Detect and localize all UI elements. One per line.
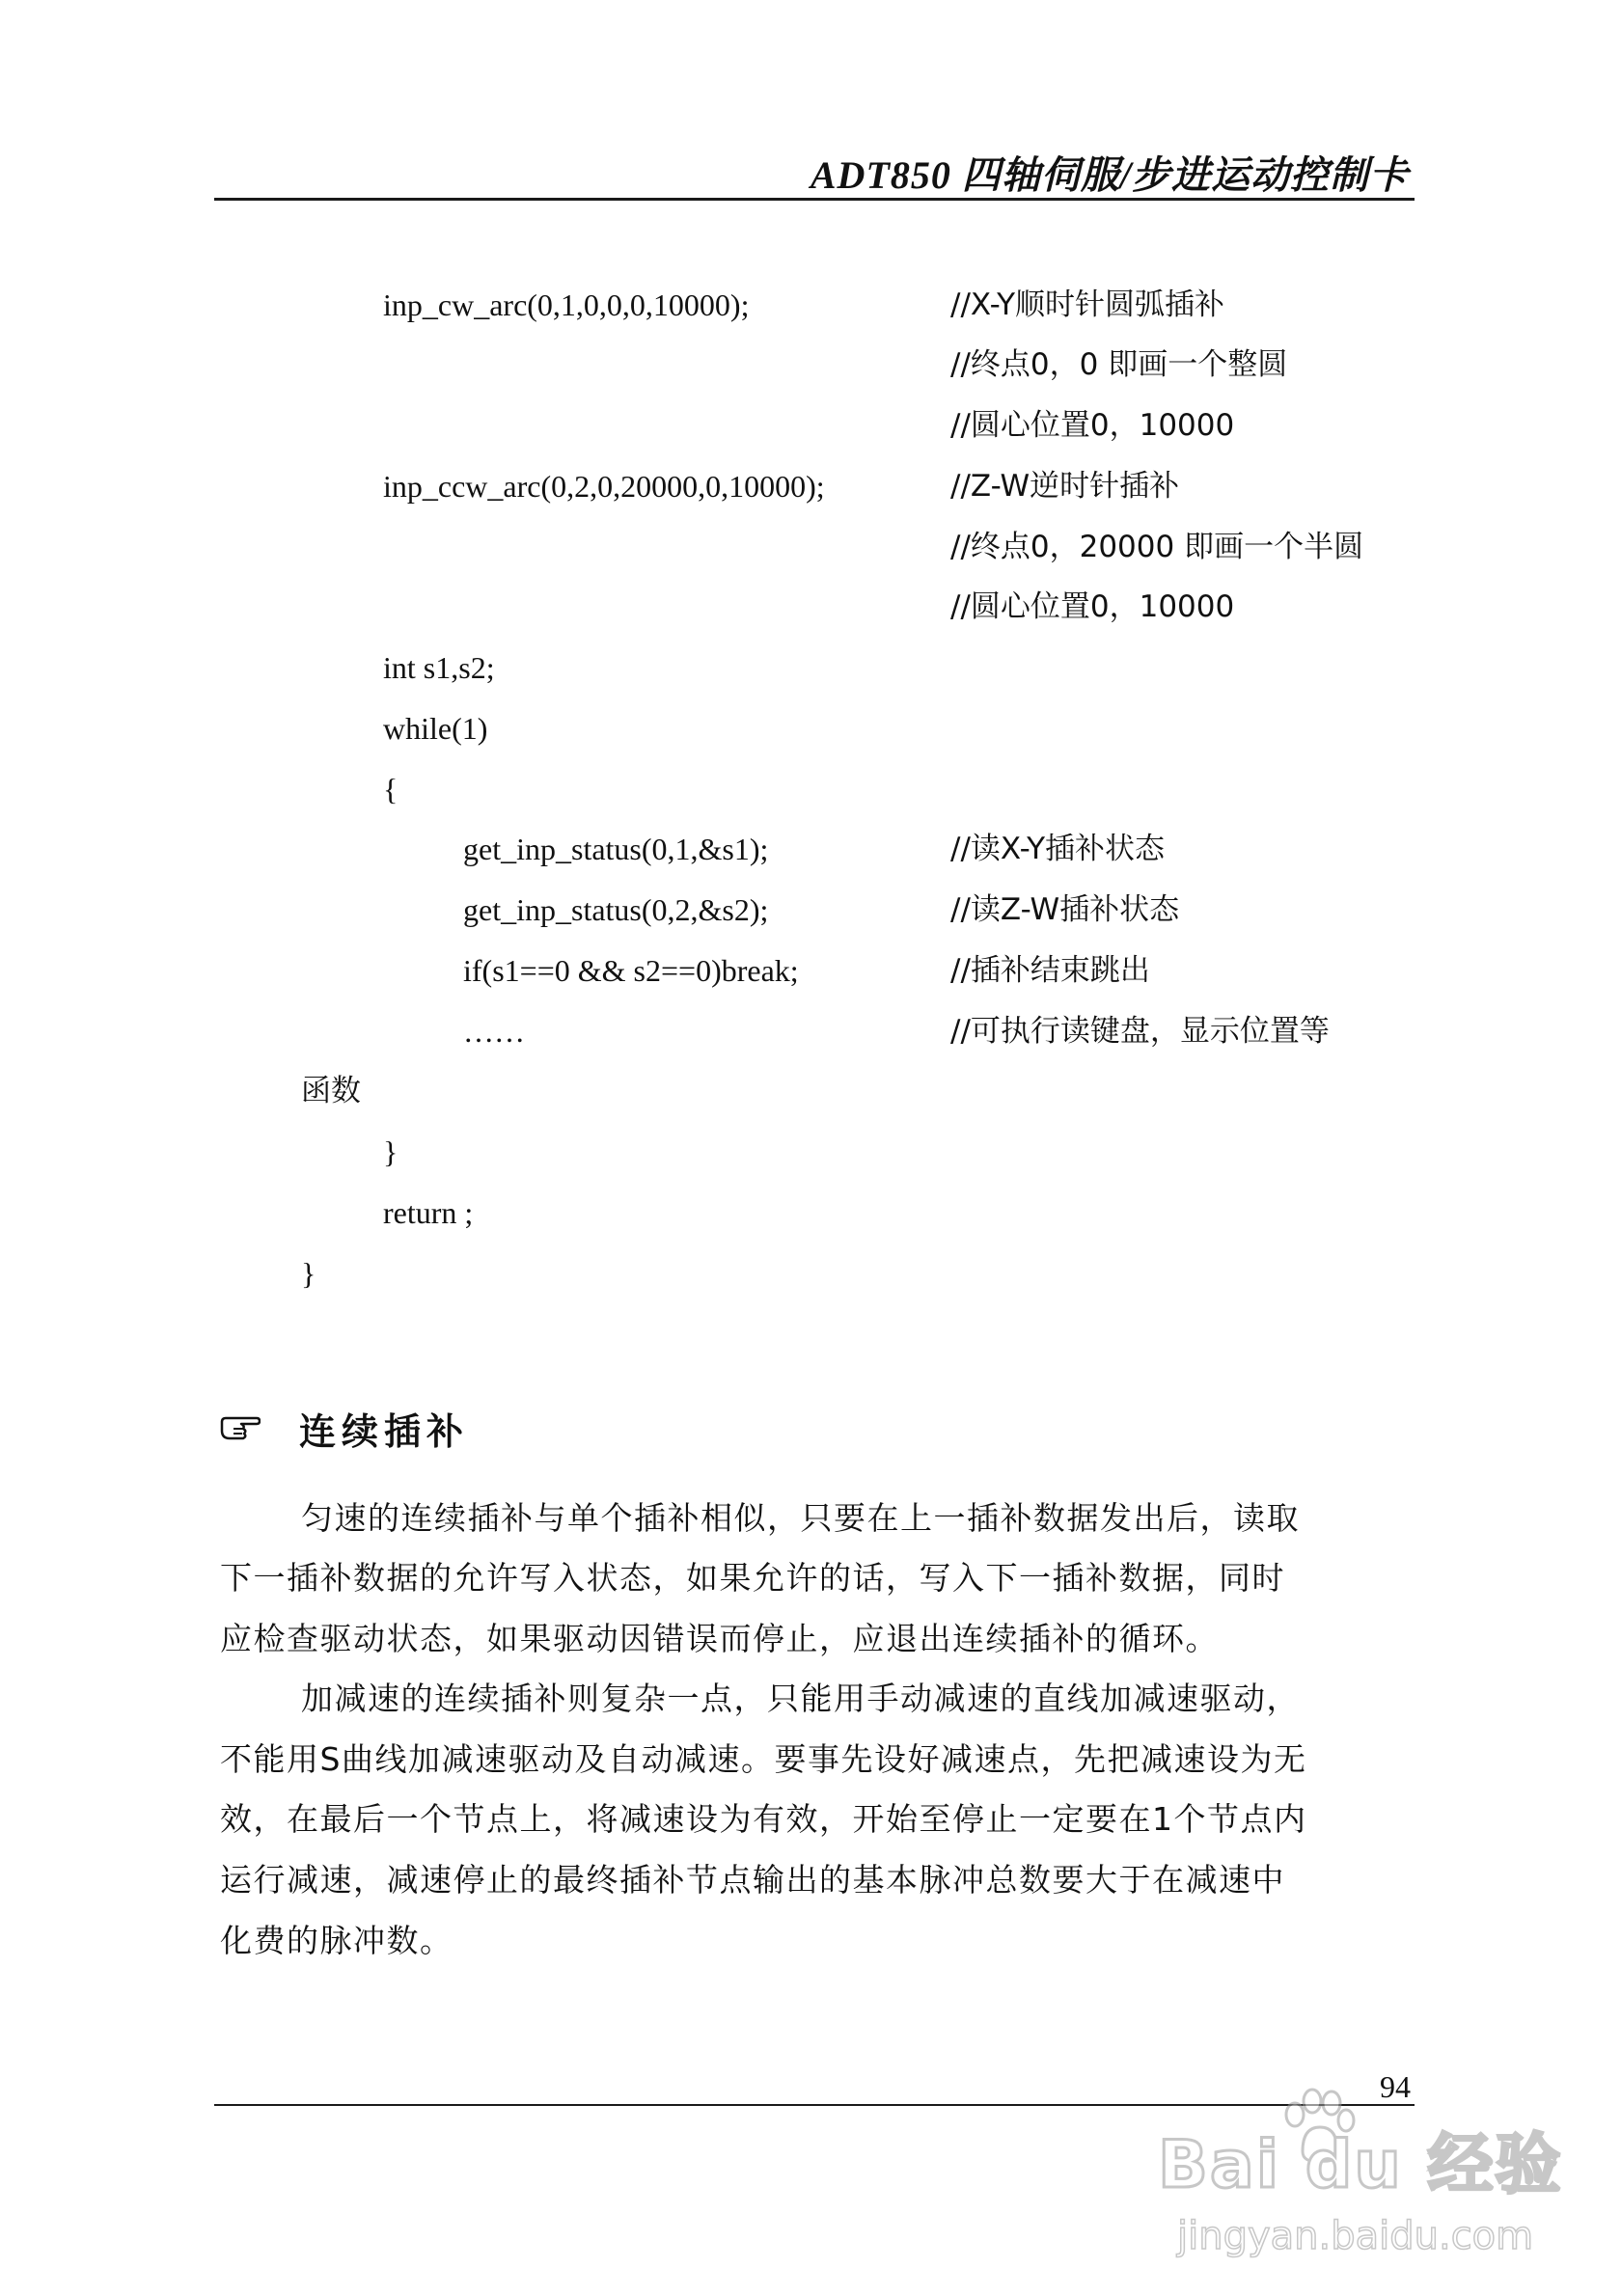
pointing-hand-icon bbox=[220, 1414, 261, 1441]
code-line: inp_cw_arc(0,1,0,0,0,10000); bbox=[383, 287, 750, 322]
code-comment: //圆心位置0，10000 bbox=[950, 589, 1235, 624]
paragraph-line: 加减速的连续插补则复杂一点，只能用手动减速的直线加减速驱动， bbox=[301, 1680, 1300, 1717]
paragraph-line: 运行减速，减速停止的最终插补节点输出的基本脉冲总数要大于在减速中 bbox=[220, 1861, 1285, 1899]
code-line: …… bbox=[463, 1014, 525, 1049]
code-line: } bbox=[301, 1256, 316, 1291]
code-line: get_inp_status(0,2,&s2); bbox=[463, 892, 769, 927]
code-comment: //可执行读键盘，显示位置等 bbox=[950, 1014, 1330, 1049]
code-line: return ; bbox=[383, 1195, 474, 1230]
header-title: ADT850 四轴伺服/步进运动控制卡 bbox=[810, 153, 1409, 197]
code-line: inp_ccw_arc(0,2,0,20000,0,10000); bbox=[383, 469, 825, 504]
code-comment: //读X-Y插补状态 bbox=[950, 832, 1166, 866]
code-line: 函数 bbox=[301, 1074, 361, 1108]
code-comment: //终点0，20000 即画一个半圆 bbox=[950, 530, 1364, 564]
baidu-watermark bbox=[1148, 2084, 1563, 2277]
page-number: 94 bbox=[1380, 2069, 1411, 2104]
code-line: { bbox=[383, 772, 398, 806]
code-comment: //Z-W逆时针插补 bbox=[950, 469, 1180, 504]
paragraph-line: 下一插补数据的允许写入状态，如果允许的话，写入下一插补数据，同时 bbox=[220, 1559, 1285, 1597]
section-heading-text: 连续插补 bbox=[299, 1409, 470, 1453]
paragraph-line: 匀速的连续插补与单个插补相似，只要在上一插补数据发出后，读取 bbox=[301, 1499, 1300, 1537]
section-heading bbox=[220, 1404, 469, 1452]
code-comment: //圆心位置0，10000 bbox=[950, 408, 1235, 443]
header-rule bbox=[214, 198, 1415, 201]
code-line: while(1) bbox=[383, 711, 488, 746]
code-comment: //读Z-W插补状态 bbox=[950, 892, 1180, 927]
code-comment: //插补结束跳出 bbox=[950, 953, 1150, 988]
paragraph-line: 化费的脉冲数。 bbox=[220, 1922, 453, 1959]
paragraph-line: 不能用S曲线加减速驱动及自动减速。要事先设好减速点，先把减速设为无 bbox=[220, 1740, 1307, 1778]
paragraph-line: 应检查驱动状态，如果驱动因错误而停止，应退出连续插补的循环。 bbox=[220, 1620, 1219, 1657]
code-comment: //X-Y顺时针圆弧插补 bbox=[950, 287, 1225, 322]
code-line: int s1,s2; bbox=[383, 650, 495, 685]
code-comment: //终点0，0 即画一个整圆 bbox=[950, 347, 1288, 382]
code-line: get_inp_status(0,1,&s1); bbox=[463, 832, 769, 866]
code-line: if(s1==0 && s2==0)break; bbox=[463, 953, 799, 988]
watermark-url: jingyan.baidu.com bbox=[1177, 2214, 1534, 2258]
code-line: } bbox=[383, 1134, 398, 1169]
watermark-logo: Bai du 经验 bbox=[1158, 2127, 1563, 2203]
paragraph-line: 效，在最后一个节点上，将减速设为有效，开始至停止一定要在1个节点内 bbox=[220, 1800, 1307, 1838]
